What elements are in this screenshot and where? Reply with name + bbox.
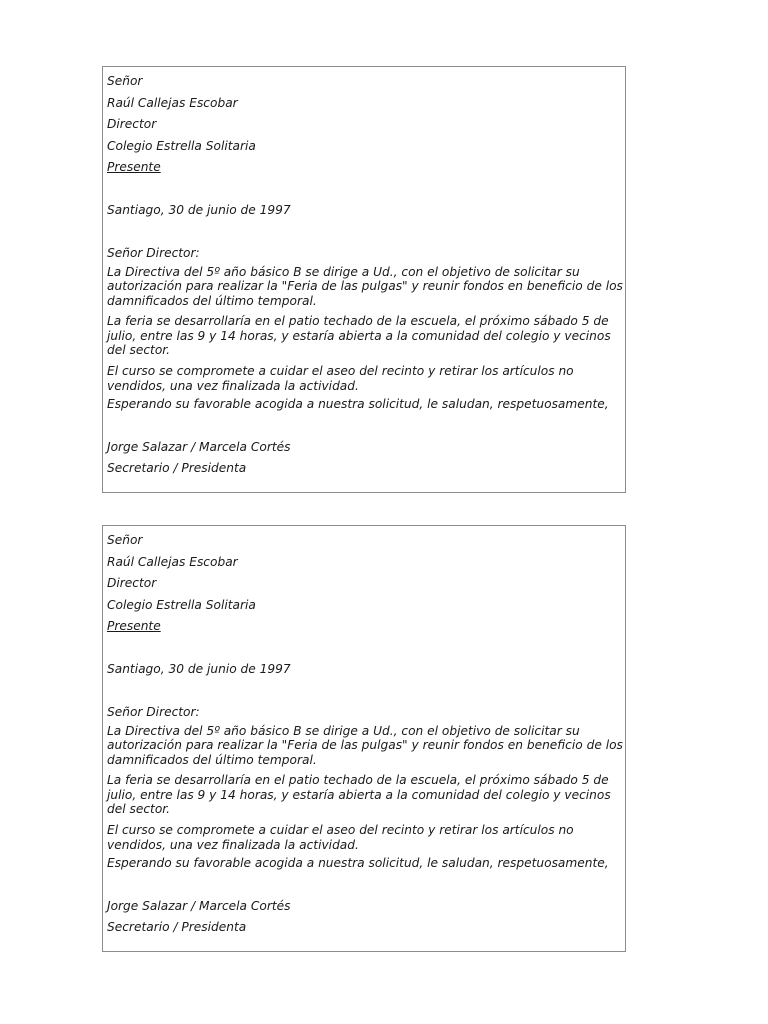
place-date: Santiago, 30 de junio de 1997 [107,203,291,217]
greeting: Señor Director: [107,705,200,719]
closing-line: Esperando su favorable acogida a nuestra solicitud, le saludan, respetuosamente, [107,397,609,412]
letter-box-bottom [102,525,626,952]
letter-box-top [102,66,626,493]
presente-label: Presente [107,619,161,633]
paragraph-request: La Directiva del 5º año básico B se dirige a Ud., con el objetivo de solicitar su autorización para realizar la "Feria de las pulgas" y reunir fondos en beneficio de los damnificados del último temporal. [107,264,623,308]
signatories: Jorge Salazar / Marcela Cortés [107,898,291,913]
salutation-to: Señor [107,533,143,547]
paragraph-commitment: El curso se compromete a cuidar el aseo del recinto y retirar los artículos no vendidos, una vez finalizada la actividad. [107,364,574,393]
recipient-title: Director [107,576,157,590]
recipient-name: Raúl Callejas Escobar [107,95,238,110]
signatory-roles: Secretario / Presidenta [107,461,247,476]
institution: Colegio Estrella Solitaria [107,597,256,612]
spacer [107,638,625,660]
salutation-to: Señor [107,74,143,88]
spacer [107,681,625,703]
spacer [107,222,625,244]
spacer [107,179,625,201]
closing-line: Esperando su favorable acogida a nuestra solicitud, le saludan, respetuosamente, [107,856,609,871]
presente-label: Presente [107,160,161,174]
recipient-title: Director [107,117,157,131]
paragraph-details: La feria se desarrollaría en el patio techado de la escuela, el próximo sábado 5 de julio, entre las 9 y 14 horas, y estaría abierta a la comunidad del colegio y vecinos del sector. [107,773,611,817]
paragraph-request: La Directiva del 5º año básico B se dirige a Ud., con el objetivo de solicitar su autorización para realizar la "Feria de las pulgas" y reunir fondos en beneficio de los damnificados del último temporal. [107,723,623,767]
greeting: Señor Director: [107,246,200,260]
place-date: Santiago, 30 de junio de 1997 [107,662,291,676]
paragraph-commitment: El curso se compromete a cuidar el aseo del recinto y retirar los artículos no vendidos, una vez finalizada la actividad. [107,823,574,852]
recipient-name: Raúl Callejas Escobar [107,554,238,569]
signatory-roles: Secretario / Presidenta [107,920,247,935]
institution: Colegio Estrella Solitaria [107,138,256,153]
paragraph-details: La feria se desarrollaría en el patio techado de la escuela, el próximo sábado 5 de julio, entre las 9 y 14 horas, y estaría abierta a la comunidad del colegio y vecinos del sector. [107,314,611,358]
signatories: Jorge Salazar / Marcela Cortés [107,439,291,454]
